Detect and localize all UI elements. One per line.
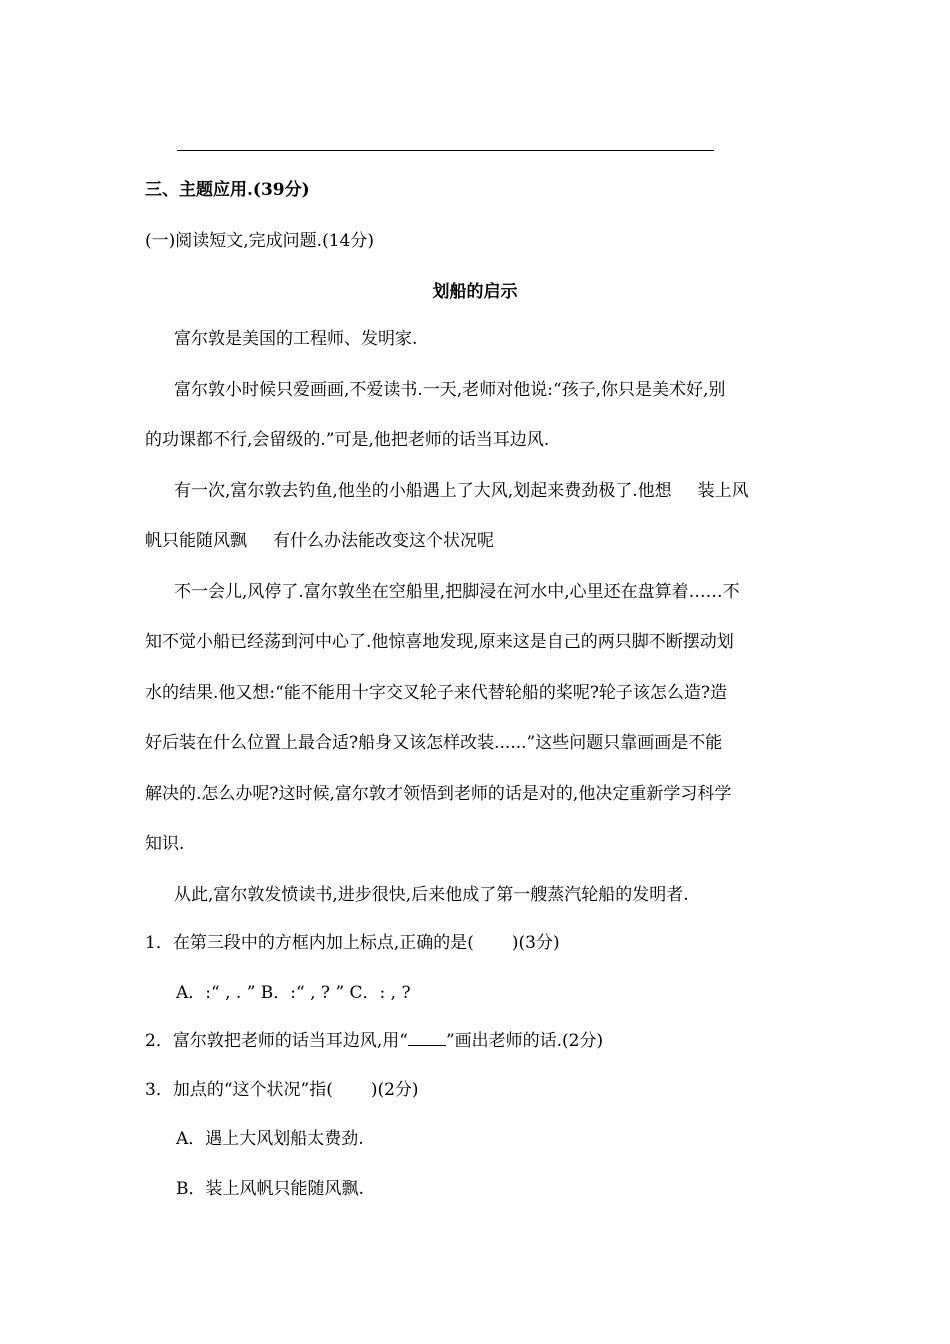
question-number: 2．	[145, 1031, 173, 1051]
question-3-option-b[interactable]: B．装上风帆只能随风飘.	[176, 1179, 364, 1199]
passage-paragraph-3-line-2	[145, 529, 520, 553]
passage-paragraph-4-line-1: 不一会儿,风停了.富尔敦坐在空船里,把脚浸在河水中,心里还在盘算着……不	[174, 582, 740, 602]
passage-paragraph-4-line-5: 解决的.怎么办呢?这时候,富尔敦才领悟到老师的话是对的,他决定重新学习科学	[145, 784, 732, 804]
passage-paragraph-1: 富尔敦是美国的工程师、发明家.	[174, 329, 418, 349]
question-3	[145, 1078, 419, 1102]
question-text: )(3分)	[511, 933, 560, 953]
passage-title: 划船的启示	[432, 282, 518, 302]
underline-mark	[408, 1030, 446, 1046]
passage-text: 帆只能随风飘	[145, 531, 247, 551]
passage-paragraph-2-line-2: 的功课都不行,会留级的.”可是,他把老师的话当耳边风.	[145, 430, 550, 450]
question-text: 富尔敦把老师的话当耳边风,用“	[172, 1031, 408, 1051]
passage-paragraph-4-line-4: 好后装在什么位置上最合适?船身又该怎样改装......”这些问题只靠画画是不能	[145, 733, 723, 753]
passage-text: 有一次,富尔敦去钓鱼,他坐的小船遇上了大风,划起来费劲极了.他想	[174, 481, 672, 501]
passage-paragraph-4-line-3: 水的结果.他又想:“能不能用十字交叉轮子来代替轮船的桨呢?轮子该怎么造?造	[145, 683, 728, 703]
passage-text: 装上风	[697, 481, 749, 501]
passage-paragraph-5: 从此,富尔敦发愤读书,进步很快,后来他成了第一艘蒸汽轮船的发明者.	[174, 885, 689, 905]
section-heading: 三、主题应用.(39分)	[145, 180, 310, 200]
passage-paragraph-4-line-2: 知不觉小船已经荡到河中心了.他惊喜地发现,原来这是自己的两只脚不断摆动划	[145, 632, 734, 652]
question-number: 3．	[145, 1080, 173, 1100]
question-text: ”画出老师的话.(2分)	[445, 1031, 604, 1051]
question-1-options[interactable]: A．:“ , . ” B．:“ , ? ” C．: , ?	[176, 983, 411, 1003]
question-number: 1．	[145, 933, 173, 953]
question-text: 在第三段中的方框内加上标点,正确的是(	[172, 933, 474, 953]
subsection-heading: (一)阅读短文,完成问题.(14分)	[145, 231, 374, 251]
question-2	[145, 1029, 603, 1053]
passage-paragraph-4-line-6: 知识.	[145, 834, 185, 854]
answer-line	[177, 150, 714, 151]
question-3-option-a[interactable]: A．遇上大风划船太费劲.	[176, 1129, 364, 1149]
passage-paragraph-2-line-1: 富尔敦小时候只爱画画,不爱读书.一天,老师对他说:“孩子,你只是美术好,别	[174, 380, 726, 400]
question-text: )(2分)	[370, 1080, 419, 1100]
question-1	[145, 931, 560, 955]
question-text: 加点的“这个状况”指(	[172, 1080, 333, 1100]
passage-paragraph-3-line-1	[174, 479, 749, 503]
passage-text: 有什么办法能改变这个状况呢	[273, 531, 494, 551]
